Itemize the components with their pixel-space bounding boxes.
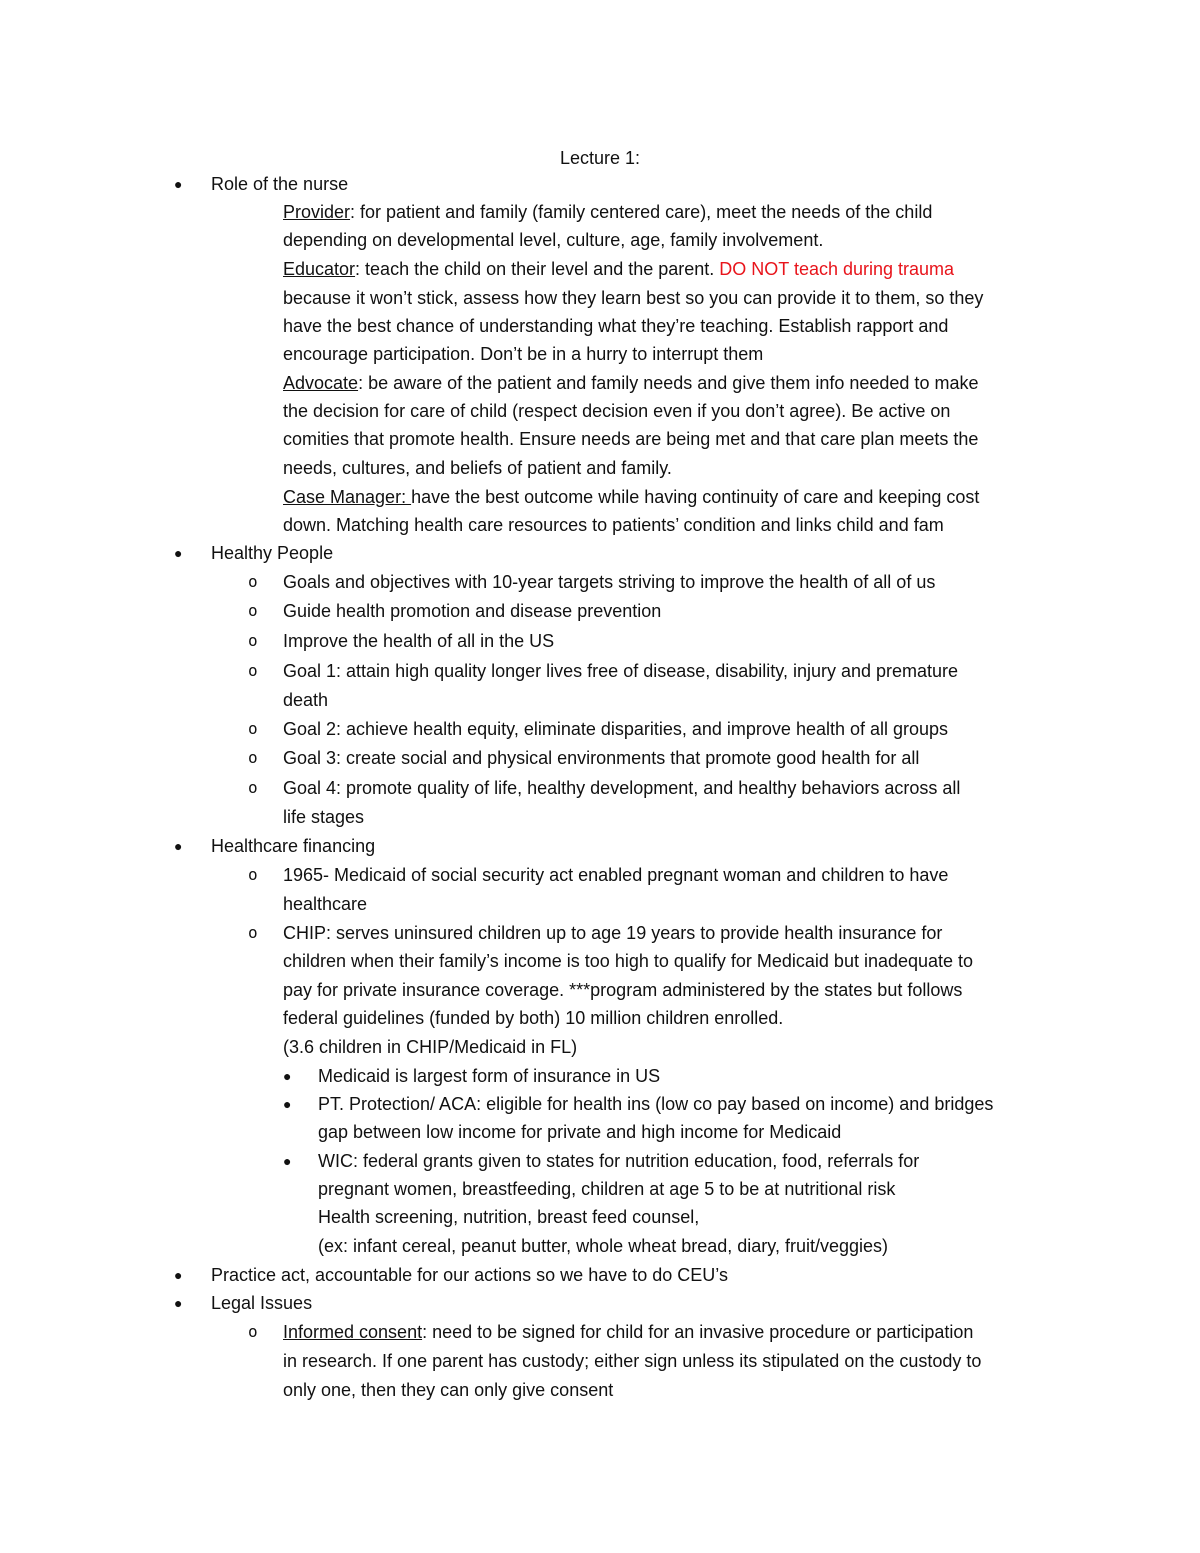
bullet-icon: ● [283, 1153, 292, 1169]
case-manager-label: Case Manager: [283, 487, 412, 507]
educator-warning: DO NOT teach during trauma [719, 259, 955, 279]
case-manager-text-1: have the best outcome while having continuity of care and keeping cost [411, 487, 980, 507]
consent-line-1 [283, 1318, 973, 1346]
list-item-continuation: (ex: infant cereal, peanut butter, whole wheat bread, diary, fruit/veggies) [318, 1236, 888, 1256]
list-item-continuation: (3.6 children in CHIP/Medicaid in FL) [283, 1037, 578, 1057]
heading-practice-act: Practice act, accountable for our actions so we have to do CEU’s [211, 1265, 728, 1285]
advocate-label: Advocate [283, 373, 359, 393]
advocate-line-3: comities that promote health. Ensure needs are being met and that care plan meets the [283, 429, 979, 449]
list-item: Medicaid is largest form of insurance in US [318, 1066, 661, 1086]
list-item-continuation: healthcare [283, 894, 368, 914]
consent-label: Informed consent [283, 1322, 423, 1342]
educator-text-1: : teach the child on their level and the parent. [355, 259, 720, 279]
list-item-continuation: death [283, 690, 329, 710]
educator-line-3: have the best chance of understanding what they’re teaching. Establish rapport and [283, 316, 949, 336]
advocate-line-1 [283, 369, 978, 397]
sub-bullet-icon: o [248, 865, 258, 884]
list-item: Improve the health of all in the US [283, 631, 555, 651]
bullet-icon: ● [174, 545, 183, 561]
sub-bullet-icon: o [248, 923, 258, 942]
provider-line-1 [283, 198, 932, 226]
provider-text-1: : for patient and family (family centered care), meet the needs of the child [350, 202, 933, 222]
sub-bullet-icon: o [248, 572, 258, 591]
bullet-icon: ● [174, 176, 183, 192]
bullet-icon: ● [174, 1267, 183, 1283]
list-item: WIC: federal grants given to states for nutrition education, food, referrals for [318, 1151, 920, 1171]
consent-text-1: : need to be signed for child for an invasive procedure or participation [422, 1322, 974, 1342]
sub-bullet-icon: o [248, 1322, 258, 1341]
page-title: Lecture 1: [559, 148, 641, 168]
list-item: CHIP: serves uninsured children up to age 19 years to provide health insurance for [283, 923, 943, 943]
bullet-icon: ● [174, 838, 183, 854]
list-item: Goal 3: create social and physical environments that promote good health for all [283, 748, 920, 768]
advocate-text-1: : be aware of the patient and family needs and give them info needed to make [358, 373, 979, 393]
advocate-line-2: the decision for care of child (respect decision even if you don’t agree). Be active on [283, 401, 951, 421]
sub-bullet-icon: o [248, 719, 258, 738]
list-item-continuation: children when their family’s income is too high to qualify for Medicaid but inadequate to [283, 951, 974, 971]
list-item: Goals and objectives with 10-year targets striving to improve the health of all of us [283, 572, 936, 592]
sub-bullet-icon: o [248, 748, 258, 767]
case-manager-line-1 [283, 483, 979, 511]
advocate-line-4: needs, cultures, and beliefs of patient and family. [283, 458, 672, 478]
heading-healthcare-financing: Healthcare financing [211, 836, 376, 856]
bullet-icon: ● [283, 1096, 292, 1112]
consent-line-3: only one, then they can only give consent [283, 1380, 614, 1400]
case-manager-line-2: down. Matching health care resources to patients’ condition and links child and fam [283, 515, 944, 535]
list-item: PT. Protection/ ACA: eligible for health ins (low co pay based on income) and bridges [318, 1094, 994, 1114]
list-item: Guide health promotion and disease prevention [283, 601, 662, 621]
heading-legal-issues: Legal Issues [211, 1293, 313, 1313]
list-item-continuation: Health screening, nutrition, breast feed counsel, [318, 1207, 700, 1227]
educator-line-1 [283, 255, 954, 283]
list-item: Goal 4: promote quality of life, healthy development, and healthy behaviors across all [283, 778, 961, 798]
list-item: 1965- Medicaid of social security act enabled pregnant woman and children to have [283, 865, 949, 885]
educator-line-4: encourage participation. Don’t be in a hurry to interrupt them [283, 344, 764, 364]
sub-bullet-icon: o [248, 778, 258, 797]
list-item-continuation: federal guidelines (funded by both) 10 million children enrolled. [283, 1008, 784, 1028]
consent-line-2: in research. If one parent has custody; either sign unless its stipulated on the custody to [283, 1351, 982, 1371]
list-item: Goal 2: achieve health equity, eliminate disparities, and improve health of all groups [283, 719, 949, 739]
provider-label: Provider [283, 202, 351, 222]
heading-role-of-nurse: Role of the nurse [211, 174, 349, 194]
sub-bullet-icon: o [248, 601, 258, 620]
provider-line-2: depending on developmental level, culture, age, family involvement. [283, 230, 824, 250]
sub-bullet-icon: o [248, 661, 258, 680]
bullet-icon: ● [283, 1068, 292, 1084]
sub-bullet-icon: o [248, 631, 258, 650]
list-item-continuation: pregnant women, breastfeeding, children at age 5 to be at nutritional risk [318, 1179, 896, 1199]
educator-label: Educator [283, 259, 356, 279]
bullet-icon: ● [174, 1295, 183, 1311]
list-item-continuation: gap between low income for private and high income for Medicaid [318, 1122, 842, 1142]
educator-line-2: because it won’t stick, assess how they learn best so you can provide it to them, so they [283, 288, 984, 308]
list-item-continuation: life stages [283, 807, 365, 827]
heading-healthy-people: Healthy People [211, 543, 334, 563]
list-item-continuation: pay for private insurance coverage. ***program administered by the states but follows [283, 980, 963, 1000]
list-item: Goal 1: attain high quality longer lives free of disease, disability, injury and premature [283, 661, 959, 681]
